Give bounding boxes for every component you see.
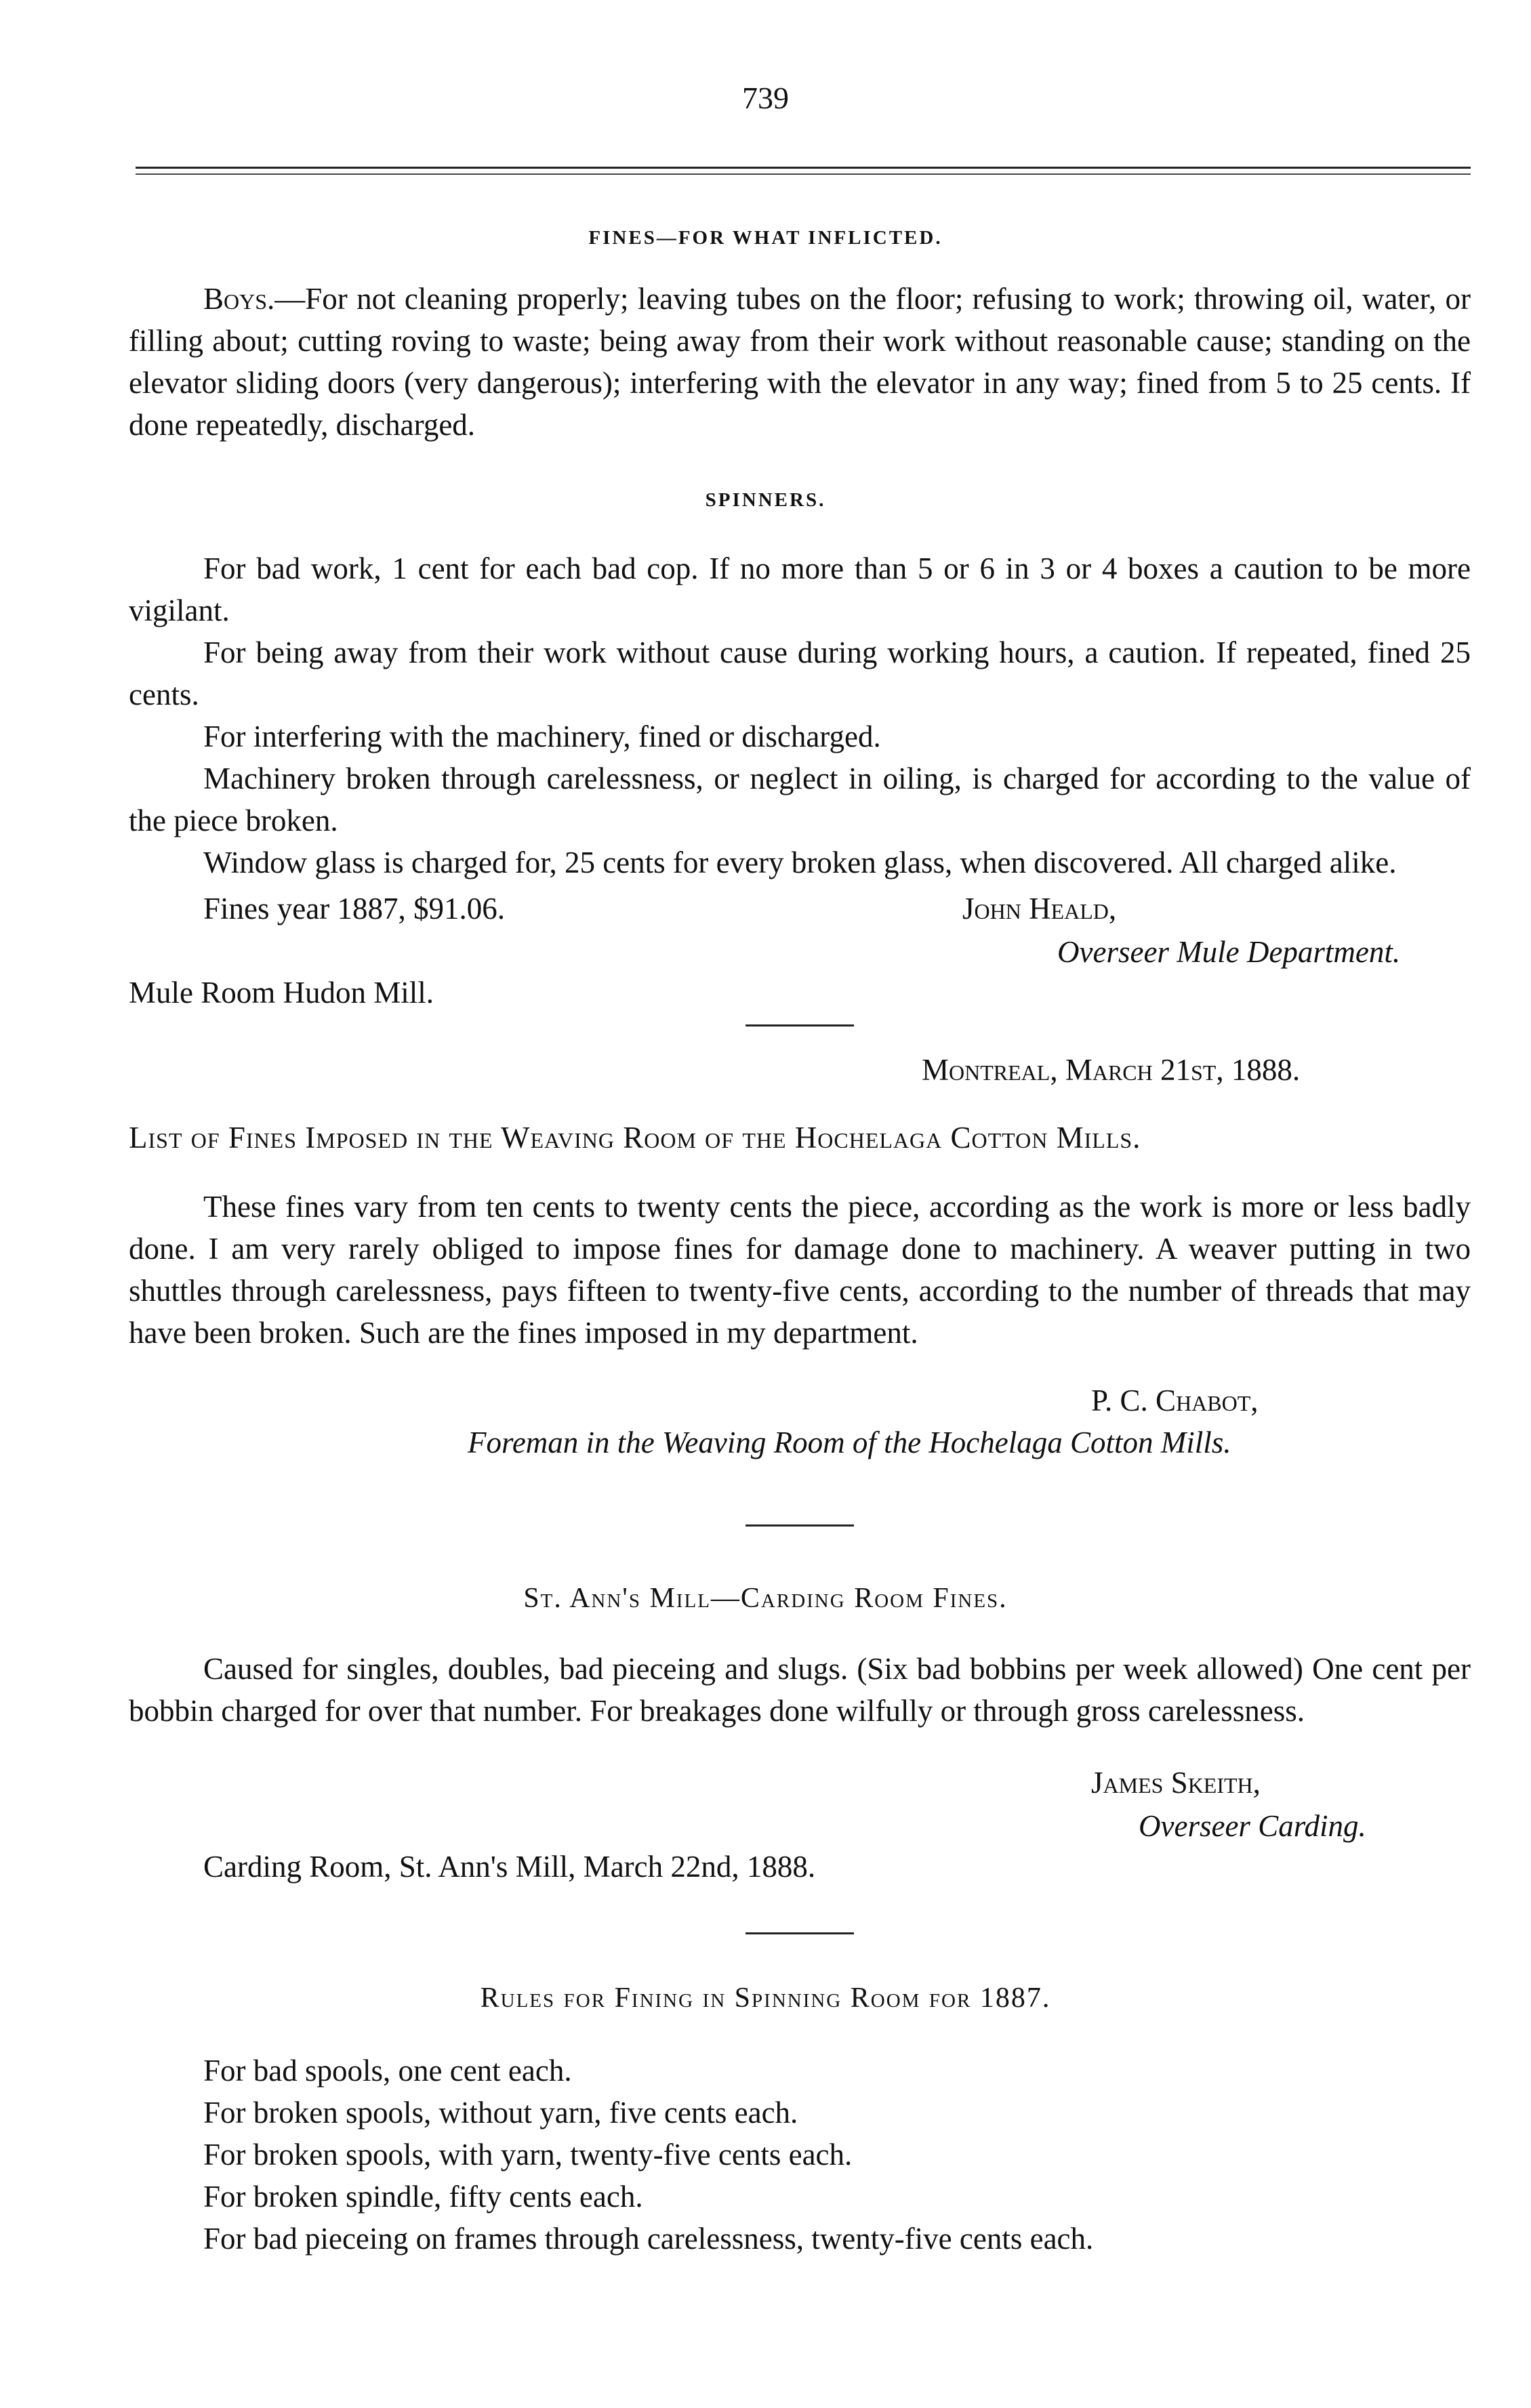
header-rule bbox=[136, 167, 1471, 169]
spinners-line: For interfering with the machinery, fined or discharged. bbox=[203, 720, 881, 753]
boys-text: —For not cleaning properly; leaving tubes on the floor; refusing to work; throwing oil, water, or filling about; cutting roving to waste; being away from their work without reasonable cause; standing on the elevator sliding doors (very dangerous); interfering with the elevator in any way; fined from 5 to 25 cents. If done repeatedly, discharged. bbox=[129, 282, 1471, 442]
spinners-line: For being away from their work without cause during working hours, a caution. If repeated, fined 25 cents. bbox=[129, 636, 1471, 711]
header-rule-secondary bbox=[136, 173, 1471, 175]
signer3-name: James Skeith, bbox=[1091, 1766, 1261, 1800]
carding-text: Caused for singles, doubles, bad pieceing and slugs. (Six bad bobbins per week allowed) One cent per bobbin charged for over that number. For breakages done wilfully or through gross carelessness. bbox=[129, 1652, 1471, 1728]
carding-place: Carding Room, St. Ann's Mill, March 22nd, 1888. bbox=[203, 1850, 816, 1884]
rules-line: For broken spools, with yarn, twenty-five cents each. bbox=[203, 2138, 853, 2172]
carding-paragraph bbox=[129, 1648, 1471, 1732]
rules-line: For bad spools, one cent each. bbox=[203, 2054, 572, 2088]
signer1-name: John Heald, bbox=[962, 892, 1117, 926]
page-number: 739 bbox=[742, 81, 789, 115]
weaving-heading: List of Fines Imposed in the Weaving Room of the Hochelaga Cotton Mills. bbox=[129, 1121, 1141, 1155]
weaving-paragraph bbox=[129, 1186, 1471, 1354]
spinners-heading: SPINNERS. bbox=[705, 489, 826, 511]
rules-line: For broken spools, without yarn, five cents each. bbox=[203, 2096, 798, 2130]
boys-label: Boys. bbox=[203, 282, 275, 316]
signer2-name: P. C. Chabot, bbox=[1091, 1384, 1259, 1417]
signer1-title: Overseer Mule Department. bbox=[1057, 935, 1401, 969]
spinners-line: For bad work, 1 cent for each bad cop. If no more than 5 or 6 in 3 or 4 boxes a caution to be more vigilant. bbox=[129, 552, 1471, 627]
montreal-date: Montreal, March 21st, 1888. bbox=[922, 1053, 1301, 1087]
mule-room: Mule Room Hudon Mill. bbox=[129, 976, 434, 1010]
signer2-title: Foreman in the Weaving Room of the Hochelaga Cotton Mills. bbox=[468, 1426, 1231, 1459]
carding-heading: St. Ann's Mill—Carding Room Fines. bbox=[523, 1583, 1008, 1614]
fines-year: Fines year 1887, $91.06. bbox=[203, 892, 505, 926]
spinners-line: Machinery broken through carelessness, or neglect in oiling, is charged for according to the value of the piece broken. bbox=[129, 762, 1471, 837]
section-divider bbox=[746, 1024, 854, 1026]
section-divider bbox=[746, 1932, 854, 1934]
spinners-line: Window glass is charged for, 25 cents for every broken glass, when discovered. All charged alike. bbox=[203, 846, 1397, 879]
rules-line: For broken spindle, fifty cents each. bbox=[203, 2180, 643, 2214]
section-divider bbox=[746, 1524, 854, 1527]
rules-heading: Rules for Fining in Spinning Room for 1887. bbox=[480, 1983, 1051, 2014]
fines-heading: FINES—FOR WHAT INFLICTED. bbox=[588, 227, 943, 249]
spinners-section bbox=[129, 547, 1471, 884]
rules-line: For bad pieceing on frames through carelessness, twenty-five cents each. bbox=[203, 2222, 1094, 2256]
weaving-text: These fines vary from ten cents to twenty cents the piece, according as the work is more or less badly done. I am very rarely obliged to impose fines for damage done to machinery. A weaver putting in two shuttles through carelessness, pays fifteen to twenty-five cents, according to the number of threads that may have been broken. Such are the fines imposed in my department. bbox=[129, 1190, 1471, 1350]
signer3-title: Overseer Carding. bbox=[1139, 1809, 1366, 1843]
boys-paragraph bbox=[129, 278, 1471, 446]
